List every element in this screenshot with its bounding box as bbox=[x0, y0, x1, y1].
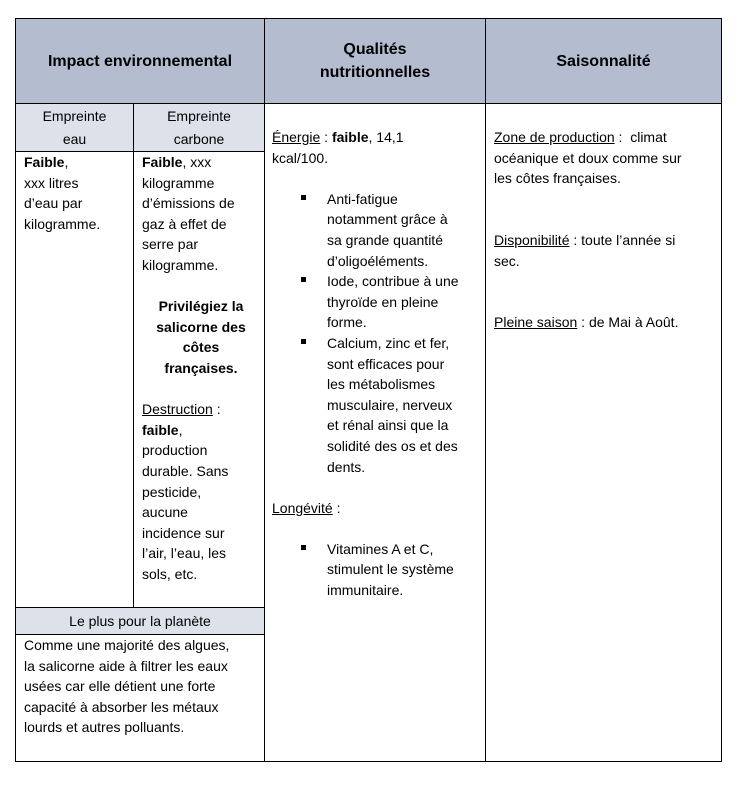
subheader-eau-line2: eau bbox=[62, 131, 87, 147]
dispo-rest: : toute l’année si bbox=[569, 231, 676, 248]
carbone-content bbox=[142, 152, 264, 584]
advice-line-0: Privilégiez la bbox=[158, 298, 244, 315]
border-right bbox=[721, 18, 722, 762]
benefit-1-line-0: Iode, contribue à une bbox=[327, 273, 459, 290]
energie-rest: , 14,1 bbox=[368, 129, 404, 145]
benefit-0-line-3: d’oligoéléments. bbox=[327, 252, 429, 269]
zone-line2: océanique et doux comme sur bbox=[494, 149, 682, 166]
eau-content bbox=[24, 152, 132, 234]
qualites-content bbox=[272, 127, 484, 601]
eau-line4: kilogramme. bbox=[24, 215, 101, 232]
destruction-line-3: pesticide, bbox=[142, 483, 202, 500]
destruction-line-1: production bbox=[142, 442, 208, 459]
advice-line-1: salicorne des bbox=[156, 318, 246, 335]
plus-content bbox=[24, 635, 264, 738]
destruction-line-7: sols, etc. bbox=[142, 565, 198, 582]
subheader-carbone-line2: carbone bbox=[173, 131, 225, 147]
carbone-line-0: , xxx bbox=[182, 154, 212, 170]
header-qualites-line2: nutritionnelles bbox=[319, 64, 431, 81]
carbone-line-2: d’émissions de bbox=[142, 195, 235, 212]
subheader-carbone-line1: Empreinte bbox=[167, 108, 231, 124]
benefit-2-line-6: dents. bbox=[327, 458, 366, 475]
carbone-bold: Faible bbox=[142, 154, 183, 170]
carbone-line-1: kilogramme bbox=[142, 174, 215, 191]
header-saisonnalite-label: Saisonnalité bbox=[556, 52, 651, 70]
longevite-item bbox=[272, 539, 484, 601]
benefit-1-line-1: thyroïde en pleine bbox=[327, 293, 439, 310]
plus-planete-label: Le plus pour la planète bbox=[69, 613, 211, 629]
longevite-list bbox=[272, 539, 484, 601]
benefit-2-line-2: les métabolismes bbox=[327, 376, 436, 393]
eau-line2: xxx litres bbox=[24, 174, 79, 191]
destruction-line-6: l’air, l’eau, les bbox=[142, 545, 227, 562]
carbone-advice bbox=[138, 296, 264, 378]
header-impact-label: Impact environnemental bbox=[47, 52, 233, 70]
subheader-empreinte-eau bbox=[16, 104, 133, 151]
zone-colon: : bbox=[614, 129, 631, 145]
benefit-2-line-4: et rénal ainsi que la bbox=[327, 417, 449, 434]
border-col2 bbox=[485, 18, 486, 762]
benefit-item bbox=[272, 333, 484, 477]
carbone-line-5: kilogramme. bbox=[142, 256, 219, 273]
benefit-1-line-2: forme. bbox=[327, 314, 367, 331]
benefit-0-line-0: Anti-fatigue bbox=[327, 190, 398, 207]
benefit-2-line-0: Calcium, zinc et fer, bbox=[327, 334, 450, 351]
border-top bbox=[15, 18, 722, 19]
pleine-rest: : de Mai à Août. bbox=[577, 314, 679, 331]
border-sub-divider bbox=[133, 103, 134, 608]
border-bottom bbox=[15, 761, 722, 762]
destruction-line-0: , bbox=[178, 421, 183, 438]
carbone-line-4: serre par bbox=[142, 236, 199, 253]
energie-label: Énergie bbox=[272, 129, 321, 145]
destruction-bold: faible bbox=[142, 421, 179, 438]
benefits-list bbox=[272, 189, 484, 477]
subheader-plus-planete bbox=[16, 608, 264, 634]
zone-line3: les côtes françaises. bbox=[494, 170, 621, 187]
longevite-line-1: stimulent le système bbox=[327, 561, 454, 578]
destruction-line-4: aucune bbox=[142, 504, 188, 521]
longevite-label: Longévité bbox=[272, 499, 333, 516]
benefit-item bbox=[272, 189, 484, 271]
destruction-label: Destruction bbox=[142, 401, 213, 418]
header-impact bbox=[16, 19, 264, 103]
benefit-item bbox=[272, 271, 484, 333]
plus-line-3: capacité à absorber les métaux bbox=[24, 698, 219, 715]
energie-bold: faible bbox=[331, 129, 369, 145]
energie-colon: : bbox=[320, 129, 332, 145]
benefit-2-line-1: sont efficaces pour bbox=[327, 355, 445, 372]
longevite-line-0: Vitamines A et C, bbox=[327, 540, 434, 557]
border-plus-top bbox=[15, 607, 265, 608]
header-qualites-line1: Qualités bbox=[343, 41, 407, 58]
plus-line-1: la salicorne aide à filtrer les eaux bbox=[24, 657, 228, 674]
advice-line-2: côtes bbox=[182, 339, 220, 356]
eau-comma: , bbox=[64, 154, 69, 170]
benefit-2-line-5: solidité des os et des bbox=[327, 437, 458, 454]
border-header-bottom bbox=[15, 103, 722, 104]
longevite-line-2: immunitaire. bbox=[327, 582, 404, 599]
benefit-0-line-2: sa grande quantité bbox=[327, 231, 443, 248]
longevite-colon: : bbox=[332, 499, 341, 516]
eau-bold: Faible bbox=[24, 154, 65, 170]
saison-content bbox=[494, 127, 720, 333]
subheader-empreinte-carbone bbox=[134, 104, 264, 151]
header-qualites bbox=[265, 19, 485, 103]
destruction-line-2: durable. Sans bbox=[142, 462, 229, 479]
zone-label: Zone de production bbox=[494, 129, 615, 145]
carbone-line-3: gaz à effet de bbox=[142, 215, 227, 232]
subheader-eau-line1: Empreinte bbox=[42, 108, 107, 124]
plus-line-0: Comme une majorité des algues, bbox=[24, 637, 230, 653]
advice-line-3: françaises. bbox=[164, 359, 238, 376]
benefit-0-line-1: notamment grâce à bbox=[327, 211, 448, 228]
border-col1 bbox=[264, 18, 265, 762]
energie-line2: kcal/100. bbox=[272, 149, 329, 166]
border-left bbox=[15, 18, 16, 762]
header-saisonnalite bbox=[486, 19, 721, 103]
destruction-colon: : bbox=[212, 401, 221, 418]
zone-line1-rest: climat bbox=[630, 129, 667, 145]
dispo-line2: sec. bbox=[494, 252, 520, 269]
benefit-2-line-3: musculaire, nerveux bbox=[327, 396, 453, 413]
plus-line-2: usées car elle détient une forte bbox=[24, 678, 216, 695]
dispo-label: Disponibilité bbox=[494, 231, 570, 248]
destruction-line-5: incidence sur bbox=[142, 524, 225, 541]
pleine-label: Pleine saison bbox=[494, 314, 578, 331]
eau-line3: d’eau par bbox=[24, 195, 83, 212]
plus-line-4: lourds et autres polluants. bbox=[24, 719, 185, 736]
